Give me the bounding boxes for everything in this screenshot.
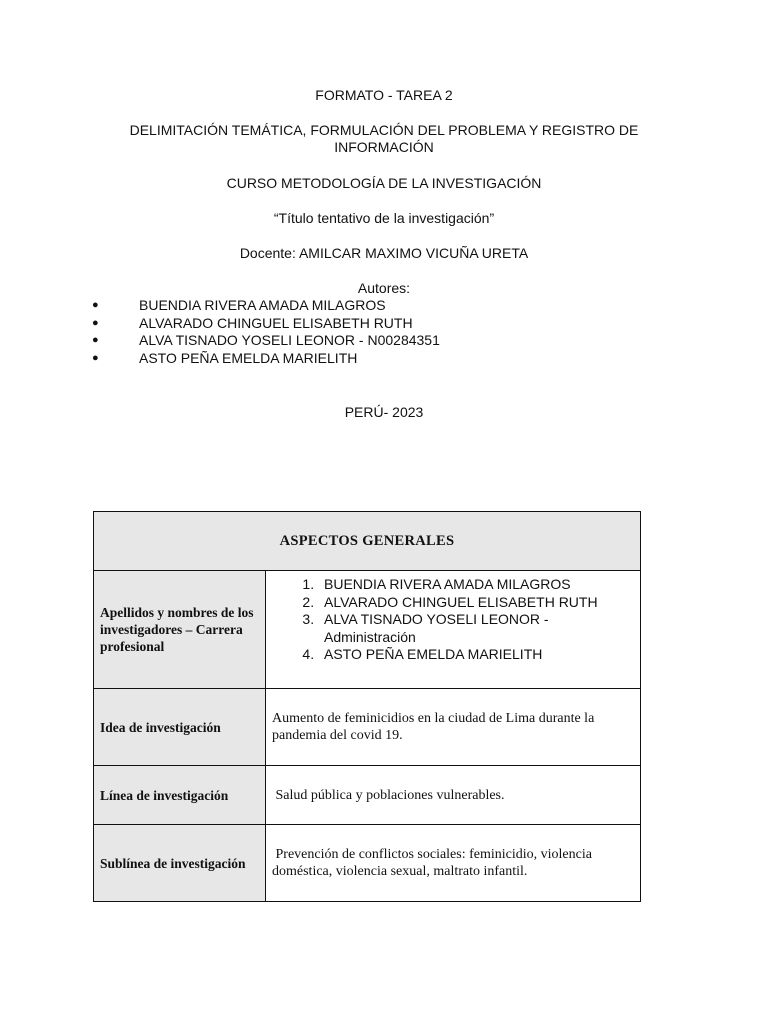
author-name: ASTO PEÑA EMELDA MARIELITH [139, 350, 358, 367]
author-item [0, 297, 768, 315]
row-label: Sublínea de investigación [94, 825, 266, 901]
document-subtitle: DELIMITACIÓN TEMÁTICA, FORMULACIÓN DEL PROBLEMA Y REGISTRO DE INFORMACIÓN [129, 122, 639, 155]
table-row-investigators [94, 571, 640, 689]
author-item [0, 332, 768, 350]
research-subline-text: Prevención de conflictos sociales: feminicidio, violencia doméstica, violencia sexual, maltrato infantil. [272, 847, 596, 879]
investigator-item: 3. ALVA TISNADO YOSELI LEONOR - Administración [318, 611, 632, 646]
authors-label: Autores: [357, 280, 411, 296]
table-row-research-subline [94, 825, 640, 901]
investigators-list [272, 576, 632, 664]
bullet-icon: ● [92, 334, 99, 347]
table-row-research-idea [94, 689, 640, 766]
row-value [266, 825, 640, 901]
bullet-icon: ● [92, 299, 99, 311]
format-heading: FORMATO - TAREA 2 [315, 87, 453, 103]
investigator-item: 1. BUENDIA RIVERA AMADA MILAGROS [318, 576, 632, 594]
table-header: ASPECTOS GENERALES [94, 512, 640, 571]
table-row-research-line [94, 766, 640, 825]
bullet-icon: ● [92, 316, 99, 329]
general-aspects-table [93, 511, 641, 902]
author-item [0, 350, 768, 368]
research-idea-text: Aumento de feminicidios en la ciudad de Lima durante la pandemia del covid 19. [272, 711, 595, 743]
row-value [266, 766, 640, 824]
tentative-title: “Título tentativo de la investigación” [273, 210, 495, 226]
place-year: PERÚ- 2023 [344, 404, 424, 420]
investigator-item: 2. ALVARADO CHINGUEL ELISABETH RUTH [318, 594, 632, 612]
investigator-item: 4. ASTO PEÑA EMELDA MARIELITH [318, 646, 632, 664]
bullet-icon: ● [92, 352, 99, 365]
row-label: Línea de investigación [94, 766, 266, 824]
teacher-name: Docente: AMILCAR MAXIMO VICUÑA URETA [239, 245, 529, 261]
row-label: Apellidos y nombres de los investigadores – Carrera profesional [94, 571, 266, 688]
row-value [266, 689, 640, 765]
author-name: ALVA TISNADO YOSELI LEONOR - N00284351 [139, 332, 440, 349]
course-name: CURSO METODOLOGÍA DE LA INVESTIGACIÓN [226, 175, 542, 191]
author-item [0, 315, 768, 333]
research-line-text: Salud pública y poblaciones vulnerables. [272, 787, 505, 803]
author-name: ALVARADO CHINGUEL ELISABETH RUTH [139, 314, 413, 331]
authors-list [0, 297, 768, 368]
author-name: BUENDIA RIVERA AMADA MILAGROS [139, 297, 386, 313]
row-label: Idea de investigación [94, 689, 266, 765]
row-value [266, 571, 640, 688]
